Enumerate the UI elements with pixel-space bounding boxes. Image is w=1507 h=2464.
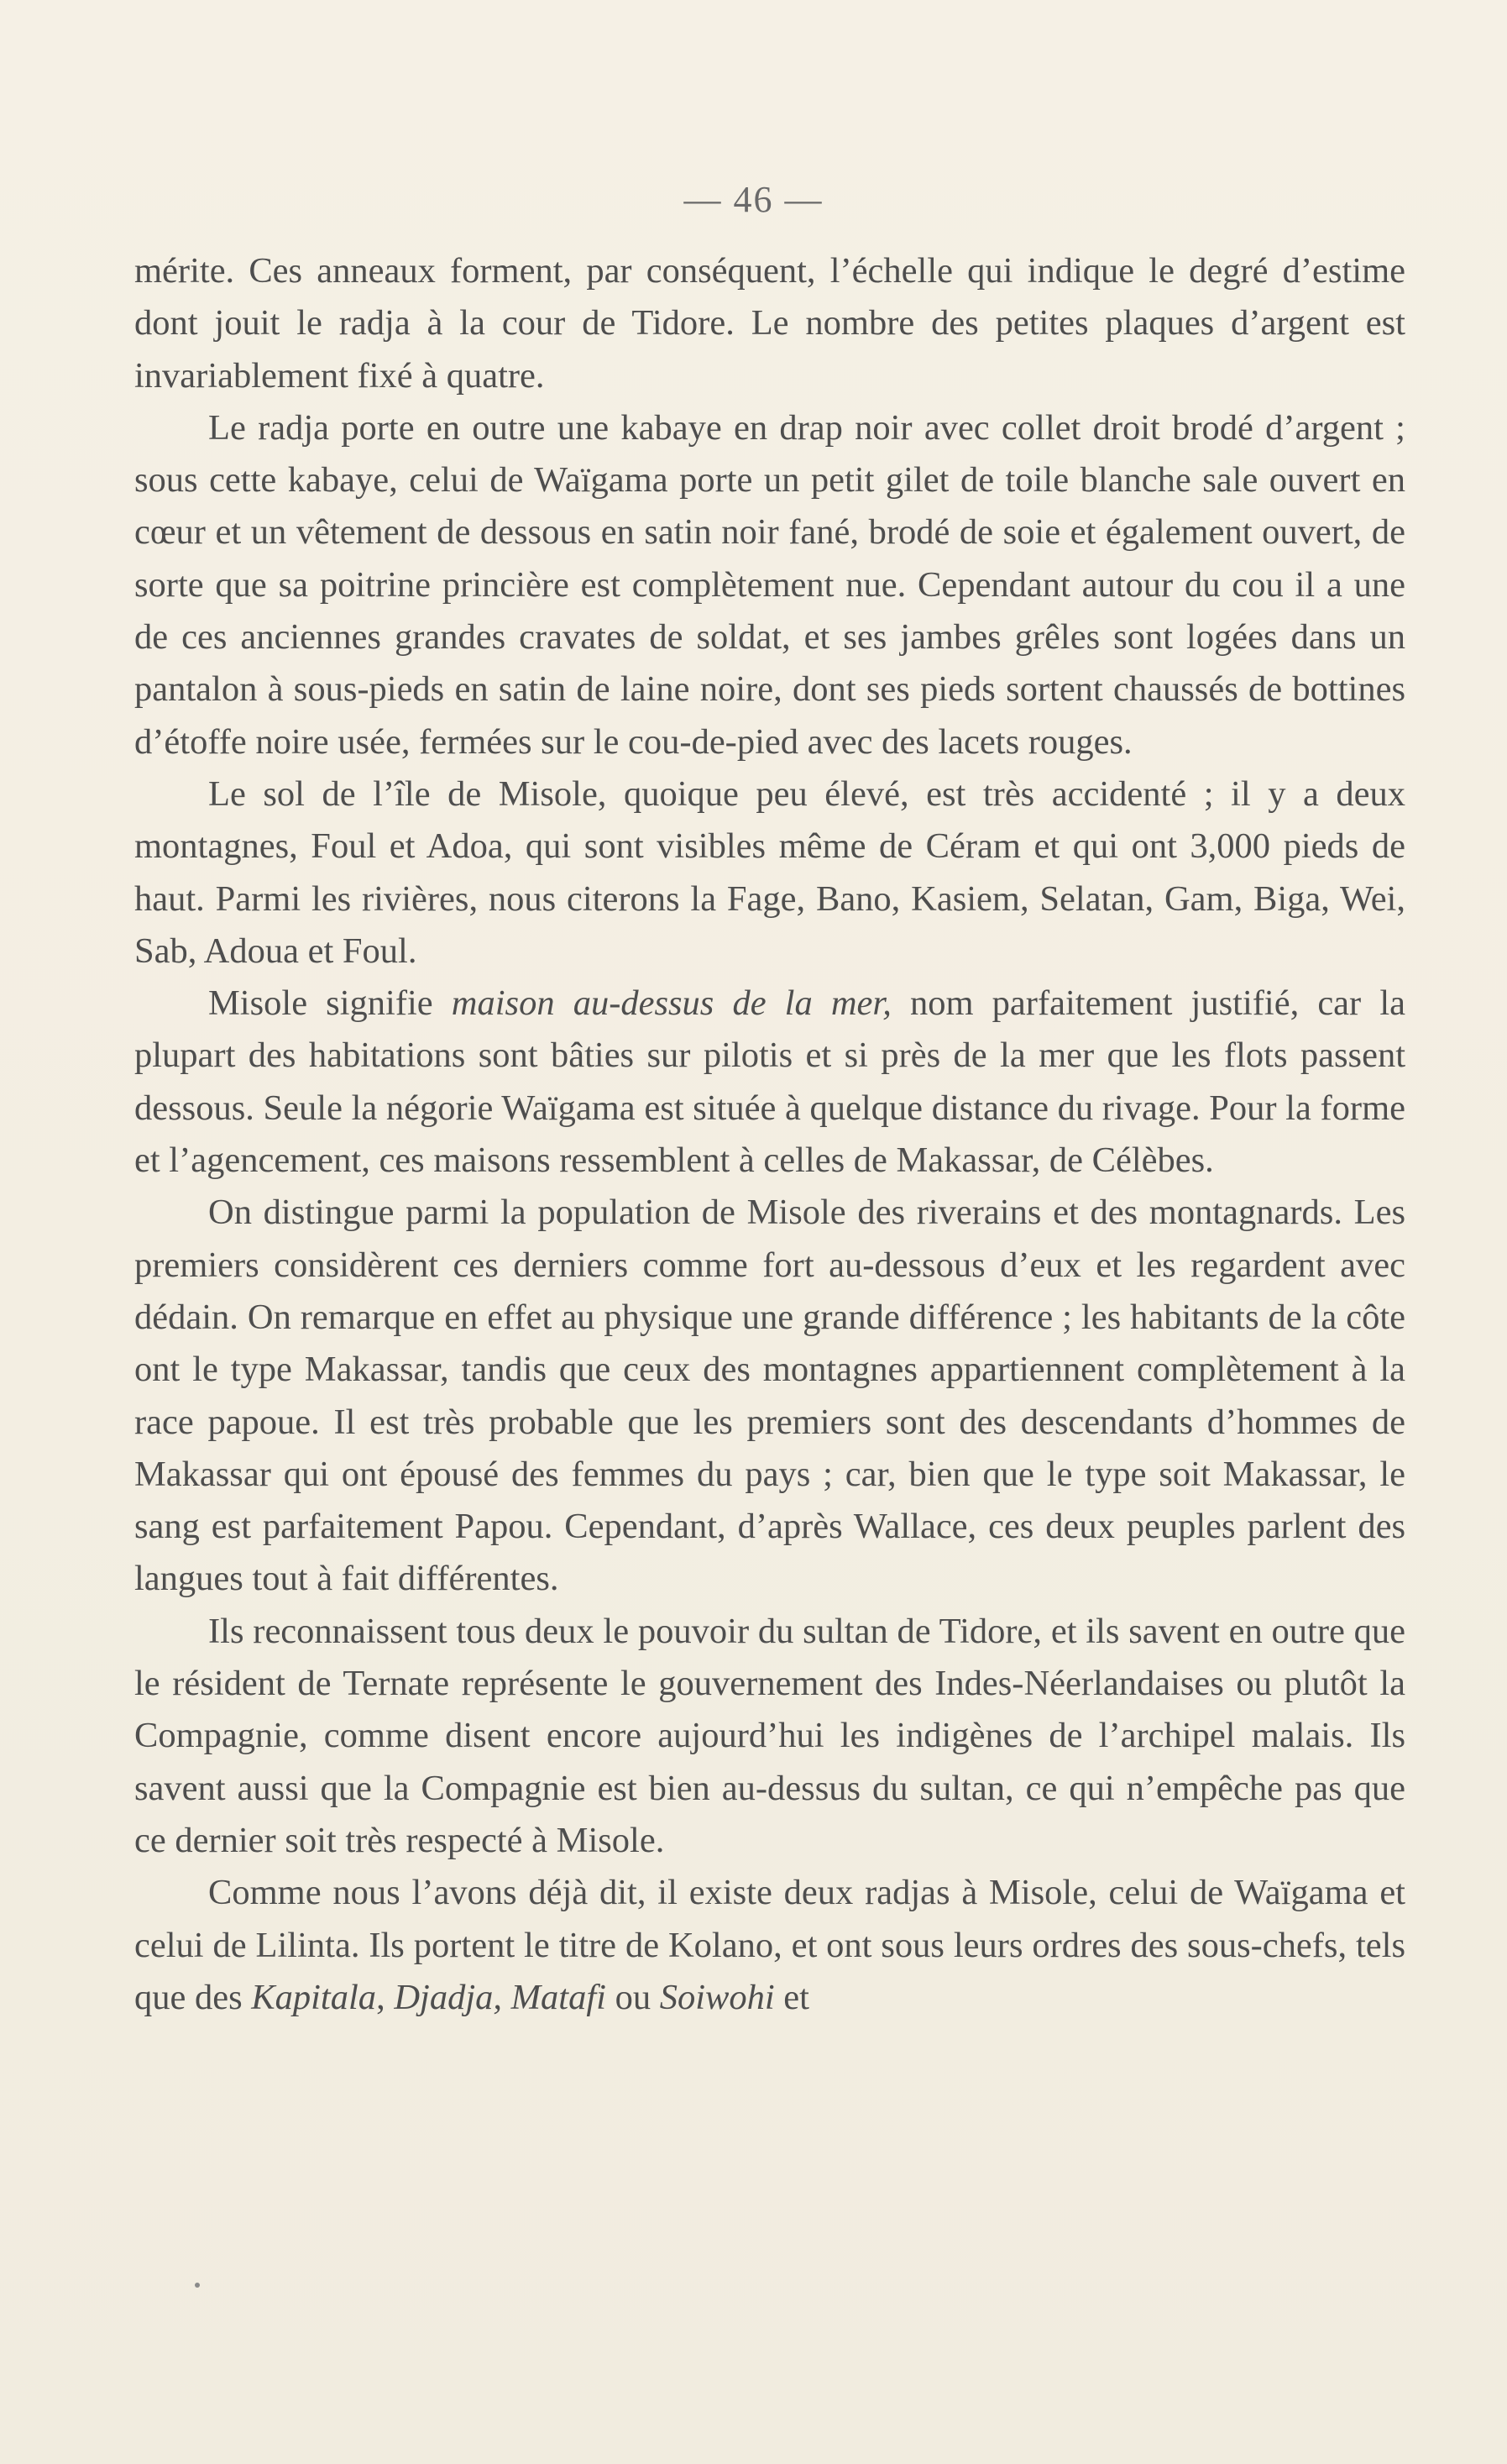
italic-title-kapitala: Kapitala [251, 1977, 377, 2017]
paragraph-authority [134, 1606, 1405, 1867]
paragraph-text: On distingue parmi la population de Misole des riverains et des montagnards. Les premiers considèrent ces derniers comme fort au-dessous d’eux et les regardent avec dédain. On remarque en effet au physique une grande différence ; les habitants de la côte ont le type Makassar, tandis que ceux des montagnes appartiennent complètement à la race papoue. Il est très probable que les premiers sont des descendants d’hommes de Makassar qui ont épousé des femmes du pays ; car, bien que le type soit Makassar, le sang est parfaitement Papou. Cependant, d’après Wallace, ces deux peuples parlent des langues tout à fait différentes. [134, 1193, 1405, 1599]
separator [502, 1978, 511, 2017]
paragraph-radja-costume [134, 402, 1405, 768]
paragraph-text-start: Misole signifie [208, 983, 452, 1024]
separator: , [376, 1977, 395, 2017]
body-text [134, 245, 1405, 2024]
italic-phrase: maison au-dessus de la mer, [451, 983, 892, 1024]
paragraph-name-meaning [134, 978, 1405, 1187]
paragraph-text-start: Comme nous l’avons déjà dit, il existe deux radjas à Misole, celui de Waïgama et celui de Lilinta. Ils portent le titre de Kolano, et ont sous leurs ordres des sous-chefs, tels que des [134, 1873, 1405, 2017]
paragraph-text-end: nom parfaitement justifié, car la plupart des habitations sont bâties sur pilotis et si près de la mer que les flots passent dessous. Seule la négorie Waïgama est située à quelque distance du rivage. Pour la forme et l’agencement, ces maisons ressemblent à celles de Makassar, de Célèbes. [134, 983, 1405, 1181]
italic-title-soiwohi: Soiwohi [659, 1977, 775, 2017]
page-number: — 46 — [683, 179, 824, 220]
italic-title-matafi: Matafi [510, 1977, 606, 2017]
paper-speck [195, 2283, 200, 2288]
paragraph-text: Le sol de l’île de Misole, quoique peu élevé, est très accidenté ; il y a deux montagnes, Foul et Adoa, qui sont visibles même de Céram et qui ont 3,000 pieds de haut. Parmi les rivières, nous citerons la Fage, Bano, Kasiem, Selatan, Gam, Biga, Wei, Sab, Adoua et Foul. [134, 773, 1405, 971]
paragraph-text: Le radja porte en outre une kabaye en drap noir avec collet droit brodé d’argent ; sous cette kabaye, celui de Waïgama porte un petit gilet de toile blanche sale ouvert en cœur et un vêtement de dessous en satin noir fané, brodé de soie et également ouvert, de sorte que sa poitrine princière est complètement nue. Cependant autour du cou il a une de ces anciennes grandes cravates de soldat, et ses jambes grêles sont logées dans un pantalon à sous-pieds en satin de laine noire, dont ses pieds sortent chaussés de bottines d’étoffe noire usée, fermées sur le cou-de-pied avec des lacets rouges. [134, 407, 1405, 762]
separator: ou [605, 1977, 660, 2017]
paragraph-text-end: et [774, 1977, 809, 2017]
paragraph-text: mérite. Ces anneaux forment, par conséquent, l’échelle qui indique le degré d’estime dont jouit le radja à la cour de Tidore. Le nombre des petites plaques d’argent est invariablement fixé à quatre. [134, 251, 1405, 396]
italic-title-djadja: Djadja, [394, 1977, 502, 2017]
paragraph-island-terrain [134, 768, 1405, 978]
paragraph-population [134, 1187, 1405, 1605]
paragraph-radjas [134, 1867, 1405, 2024]
paragraph-text: Ils reconnaissent tous deux le pouvoir du sultan de Tidore, et ils savent en outre que le résident de Ternate représente le gouvernement des Indes-Néerlandaises ou plutôt la Compagnie, comme disent encore aujourd’hui les indigènes de l’archipel malais. Ils savent aussi que la Compagnie est bien au-dessus du sultan, ce qui n’empêche pas que ce dernier soit très respecté à Misole. [134, 1611, 1405, 1860]
paragraph-continuation [134, 245, 1405, 402]
